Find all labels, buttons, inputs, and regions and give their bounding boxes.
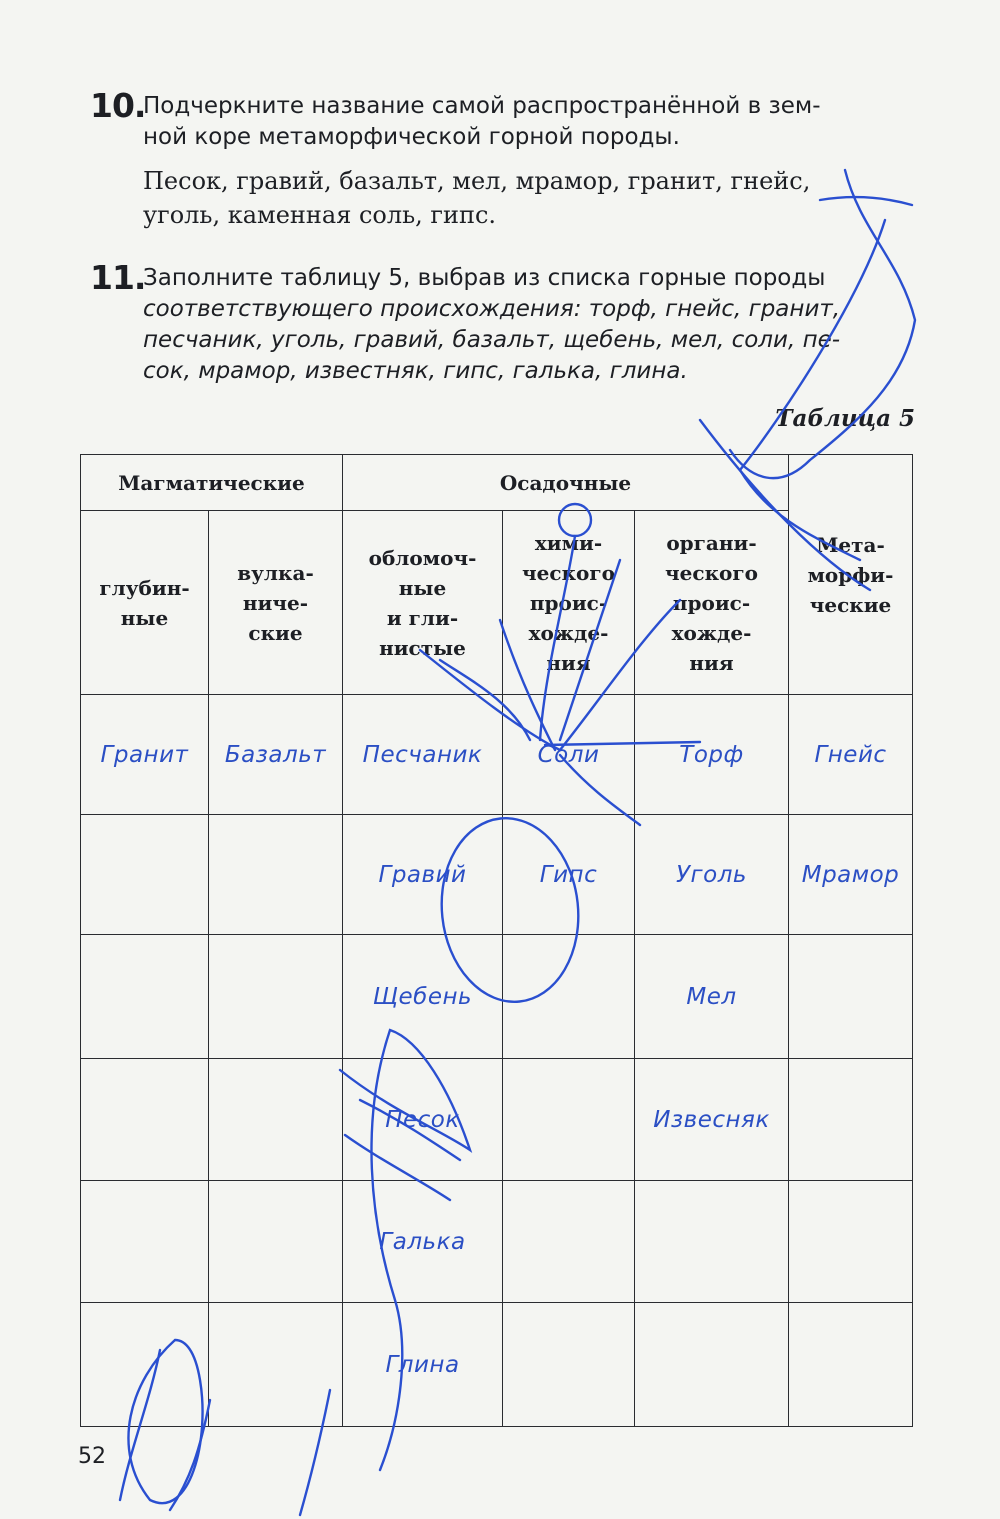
question-11-number: 11.: [90, 258, 146, 297]
cell-r3-organic: Мел: [635, 935, 789, 1059]
cell-r6-chemical: [503, 1303, 635, 1427]
cell-r4-clastic: Песок: [343, 1059, 503, 1181]
table-caption: Таблица 5: [775, 405, 915, 432]
cell-r6-deep: [81, 1303, 209, 1427]
rock-classification-table: [80, 454, 913, 1427]
cell-r6-volcanic: [209, 1303, 343, 1427]
question-10-options-line-2: уголь, каменная соль, гипс.: [143, 201, 497, 229]
cell-r1-organic: Торф: [635, 695, 789, 815]
question-10-line-2: ной коре метаморфической горной породы.: [143, 124, 680, 150]
cell-r2-chemical: Гипс: [503, 815, 635, 935]
cell-r2-volcanic: [209, 815, 343, 935]
header-magmatic: Магматические: [81, 455, 343, 511]
cell-r4-chemical: [503, 1059, 635, 1181]
question-10-line-1: Подчеркните название самой распространённой в зем-: [143, 93, 821, 119]
page-number: 52: [78, 1444, 106, 1469]
cell-r4-organic: Извесняк: [635, 1059, 789, 1181]
cell-r5-volcanic: [209, 1181, 343, 1303]
cell-r6-organic: [635, 1303, 789, 1427]
question-10-options: [143, 164, 918, 232]
cell-r2-organic: Уголь: [635, 815, 789, 935]
question-10-number: 10.: [90, 86, 146, 125]
cell-r1-deep: Гранит: [81, 695, 209, 815]
cell-r5-metamorphic: [789, 1181, 913, 1303]
header-metamorphic: Мета- морфи- ческие: [789, 455, 913, 695]
header-organic: органи- ческого проис- хожде- ния: [635, 511, 789, 695]
cell-r3-clastic: Щебень: [343, 935, 503, 1059]
question-11-text: [143, 263, 918, 387]
cell-r2-metamorphic: Мрамор: [789, 815, 913, 935]
cell-r5-deep: [81, 1181, 209, 1303]
question-10-options-line-1: Песок, гравий, базальт, мел, мрамор, гранит, гнейс,: [143, 167, 811, 195]
header-deep: глубин- ные: [81, 511, 209, 695]
cell-r6-metamorphic: [789, 1303, 913, 1427]
cell-r3-metamorphic: [789, 935, 913, 1059]
cell-r1-clastic: Песчаник: [343, 695, 503, 815]
cell-r4-deep: [81, 1059, 209, 1181]
cell-r6-clastic: Глина: [343, 1303, 503, 1427]
cell-r5-organic: [635, 1181, 789, 1303]
header-chemical: хими- ческого проис- хожде- ния: [503, 511, 635, 695]
cell-r3-volcanic: [209, 935, 343, 1059]
cell-r4-metamorphic: [789, 1059, 913, 1181]
question-11-line-2: соответствующего происхождения: торф, гнейс, гранит,: [143, 296, 841, 322]
cell-r4-volcanic: [209, 1059, 343, 1181]
cell-r2-deep: [81, 815, 209, 935]
header-clastic: обломоч- ные и гли- нистые: [343, 511, 503, 695]
cell-r3-deep: [81, 935, 209, 1059]
question-11-line-1: Заполните таблицу 5, выбрав из списка горные породы: [143, 265, 826, 291]
cell-r1-metamorphic: Гнейс: [789, 695, 913, 815]
cell-r5-clastic: Галька: [343, 1181, 503, 1303]
question-11-line-3: песчаник, уголь, гравий, базальт, щебень, мел, соли, пе-: [143, 327, 841, 353]
question-10-text: [143, 91, 918, 153]
cell-r5-chemical: [503, 1181, 635, 1303]
cell-r2-clastic: Гравий: [343, 815, 503, 935]
question-11-line-4: сок, мрамор, известняк, гипс, галька, глина.: [143, 358, 688, 384]
cell-r3-chemical: [503, 935, 635, 1059]
cell-r1-volcanic: Базальт: [209, 695, 343, 815]
cell-r1-chemical: Соли: [503, 695, 635, 815]
header-sedimentary: Осадочные: [343, 455, 789, 511]
header-volcanic: вулка- ниче- ские: [209, 511, 343, 695]
